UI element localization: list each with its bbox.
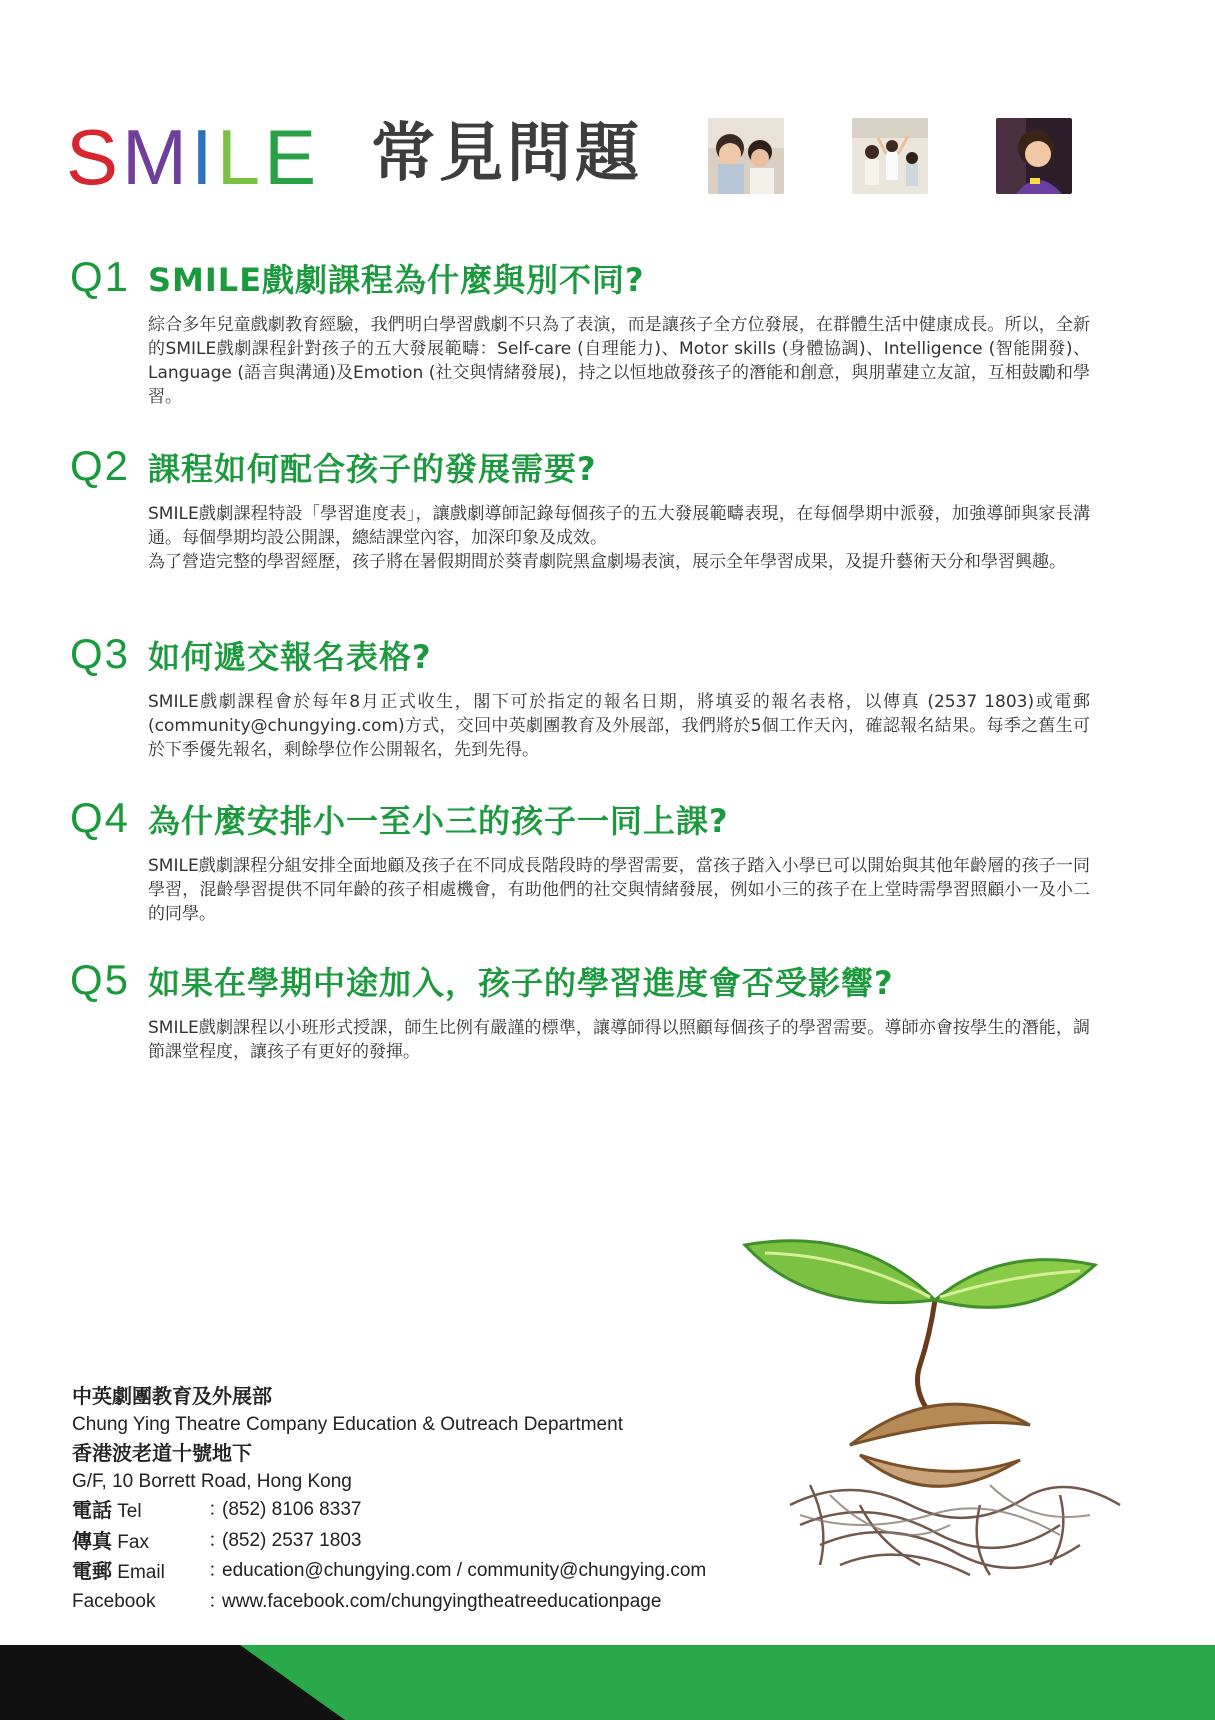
- answer-text: SMILE戲劇課程以小班形式授課，師生比例有嚴謹的標準，讓導師得以照顧每個孩子的學習需要。導師亦會按學生的潛能，調節課堂程度，讓孩子有更好的發揮。: [148, 1018, 1090, 1062]
- logo-letter-i: I: [191, 113, 217, 201]
- org-name-zh: 中英劇團教育及外展部: [72, 1384, 272, 1408]
- org-name-en: Chung Ying Theatre Company Education & Outreach Department: [72, 1413, 623, 1435]
- answer-text: SMILE戲劇課程會於每年8月正式收生，閣下可於指定的報名日期，將填妥的報名表格，以傳真 (2537 1803)或電郵 (community@chungying.com)方式，交回中英劇團教育及外展部，我們將於5個工作天內，確認報名結果。每季之舊生可於下季優先報名，剩餘學位作公開報名，先到先得。: [148, 692, 1090, 760]
- question-text: 課程如何配合孩子的發展需要?: [148, 450, 597, 488]
- answer-text: SMILE戲劇課程分組安排全面地顧及孩子在不同成長階段時的學習需要，當孩子踏入小學已可以開始與其他年齡層的孩子一同學習，混齡學習提供不同年齡的孩子相處機會，有助他們的社交與情緒發展，例如小三的孩子在上堂時需學習照顧小一及小二的同學。: [148, 856, 1090, 924]
- page-title: 常見問題: [371, 117, 643, 191]
- faq-item-1: [70, 255, 1090, 409]
- logo-letter-e: E: [264, 113, 321, 201]
- faq-item-5: [70, 958, 1090, 1064]
- faq-item-4: [70, 796, 1090, 926]
- tel-label-en: Tel: [117, 1501, 142, 1522]
- logo-letter-m: M: [122, 113, 192, 201]
- photo-children-2: [852, 118, 928, 194]
- question-text: 為什麼安排小一至小三的孩子一同上課?: [148, 802, 729, 840]
- answer-text: 綜合多年兒童戲劇教育經驗，我們明白學習戲劇不只為了表演，而是讓孩子全方位發展，在群體生活中健康成長。所以，全新的SMILE戲劇課程針對孩子的五大發展範疇：Self-care (自理能力)、Motor skills (身體協調)、Intelligence (智能開發)、Language (語言與溝通)及Emotion (社交與情緒發展)，持之以恒地啟發孩子的潛能和創意，與朋輩建立友誼，互相鼓勵和學習。: [148, 315, 1090, 407]
- fax-row: [72, 1527, 792, 1558]
- contact-block: [72, 1382, 792, 1616]
- email-label-en: Email: [117, 1562, 165, 1583]
- answer-text: SMILE戲劇課程特設「學習進度表」，讓戲劇導師記錄每個孩子的五大發展範疇表現，在每個學期中派發，加強導師與家長溝通。每個學期均設公開課，總結課堂內容，加深印象及成效。: [148, 504, 1090, 548]
- tel-label-zh: 電話: [72, 1498, 112, 1522]
- tel-value[interactable]: (852) 8106 8337: [222, 1499, 362, 1520]
- address-zh: 香港波老道十號地下: [72, 1441, 252, 1465]
- photo-child-1: [708, 118, 784, 194]
- question-number: Q1: [70, 253, 131, 300]
- page-header: [66, 110, 1166, 200]
- question-number: Q2: [70, 442, 131, 489]
- logo-letter-l: L: [216, 113, 265, 201]
- facebook-row: [72, 1588, 792, 1617]
- tel-row: [72, 1496, 792, 1527]
- faq-item-3: [70, 632, 1090, 762]
- fax-label-zh: 傳真: [72, 1528, 112, 1553]
- colon: ：: [208, 1590, 228, 1612]
- faq-item-2: [70, 444, 1090, 574]
- question-number: Q5: [70, 956, 131, 1003]
- facebook-link[interactable]: www.facebook.com/chungyingtheatreeducationpage: [222, 1590, 662, 1612]
- address-en: G/F, 10 Borrett Road, Hong Kong: [72, 1470, 352, 1492]
- logo-letter-s: S: [66, 113, 123, 201]
- email-label-zh: 電郵: [72, 1559, 112, 1583]
- colon: ：: [208, 1499, 228, 1520]
- email-row: [72, 1557, 792, 1588]
- fax-label-en: Fax: [117, 1531, 149, 1553]
- colon: ：: [208, 1529, 228, 1551]
- bottom-band: [0, 1645, 1215, 1720]
- email-value[interactable]: education@chungying.com / community@chungying.com: [222, 1560, 707, 1581]
- fax-value: (852) 2537 1803: [222, 1529, 362, 1551]
- answer-text-continued: 為了營造完整的學習經歷，孩子將在暑假期間於葵青劇院黑盒劇場表演，展示全年學習成果，及提升藝術天分和學習興趣。: [148, 552, 1066, 572]
- question-text: 如果在學期中途加入，孩子的學習進度會否受影響?: [148, 964, 894, 1002]
- photo-child-3: [996, 118, 1072, 194]
- sprout-illustration: [730, 1205, 1150, 1605]
- question-number: Q3: [70, 630, 131, 677]
- colon: ：: [208, 1560, 228, 1581]
- facebook-label: Facebook: [72, 1590, 156, 1612]
- question-number: Q4: [70, 794, 131, 841]
- question-text: 如何遞交報名表格?: [148, 638, 432, 676]
- smile-logo: [66, 113, 321, 201]
- question-text: SMILE戲劇課程為什麼與別不同?: [148, 261, 645, 299]
